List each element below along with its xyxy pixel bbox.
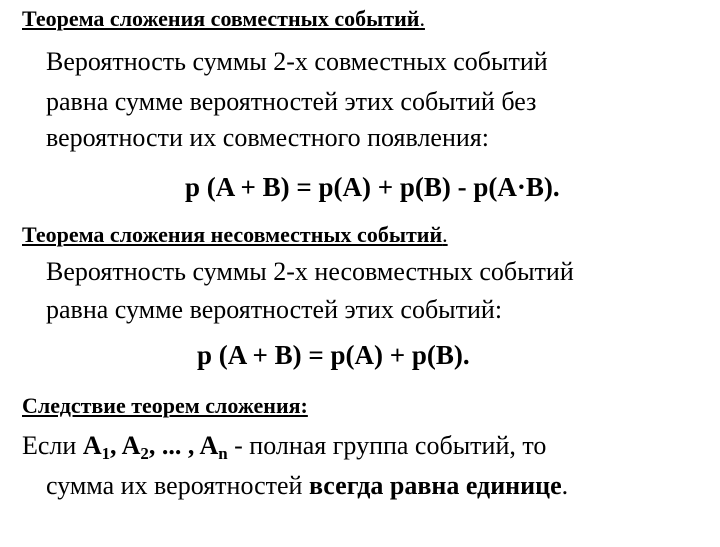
corollary-line2-start: сумма их вероятностей (46, 471, 309, 500)
event-a2-index: 2 (140, 444, 149, 464)
theorem2-formula: p (A + B) = p(A) + p(B). (197, 340, 470, 370)
theorem1-line3: вероятности их совместного появления: (46, 123, 489, 152)
corollary-line1 (22, 430, 546, 462)
event-an-letter: A (199, 431, 219, 460)
theorem2-title-period: . (442, 222, 448, 247)
theorem1-formula: p (A + B) = p(A) + p(B) - p(A·B). (185, 172, 560, 202)
theorem1-line2: равна сумме вероятностей этих событий без (46, 87, 537, 116)
event-a1 (82, 431, 111, 464)
corollary-title: Следствие теорем сложения: (22, 393, 308, 418)
theorem2-line2: равна сумме вероятностей этих событий: (46, 295, 503, 324)
event-an (199, 431, 228, 464)
theorem2-line1: Вероятность суммы 2-х несовместных событий (46, 257, 574, 286)
theorem1-title-text: Теорема сложения совместных событий (22, 6, 420, 31)
corollary-line2-emphasis: всегда равна единице (308, 471, 562, 500)
theorem1-line1: Вероятность суммы 2-х совместных событий (46, 47, 548, 76)
theorem2-title-text: Теорема сложения несовместных событий (22, 222, 443, 247)
corollary-rest: - полная группа событий, то (227, 431, 547, 460)
event-a2 (121, 431, 149, 464)
corollary-line2-end: . (561, 471, 569, 500)
event-a1-letter: A (82, 431, 102, 460)
theorem1-title (22, 6, 425, 32)
event-a2-letter: A (121, 431, 141, 460)
corollary-separator-1: , (110, 431, 122, 460)
corollary-if-word: Если (22, 431, 77, 460)
event-an-index: n (218, 444, 228, 464)
corollary-separator-2: , ... , (148, 431, 200, 460)
theorem1-title-period: . (419, 6, 425, 31)
theorem2-title (22, 222, 448, 248)
event-a1-index: 1 (101, 444, 111, 464)
corollary-line2 (46, 470, 568, 502)
